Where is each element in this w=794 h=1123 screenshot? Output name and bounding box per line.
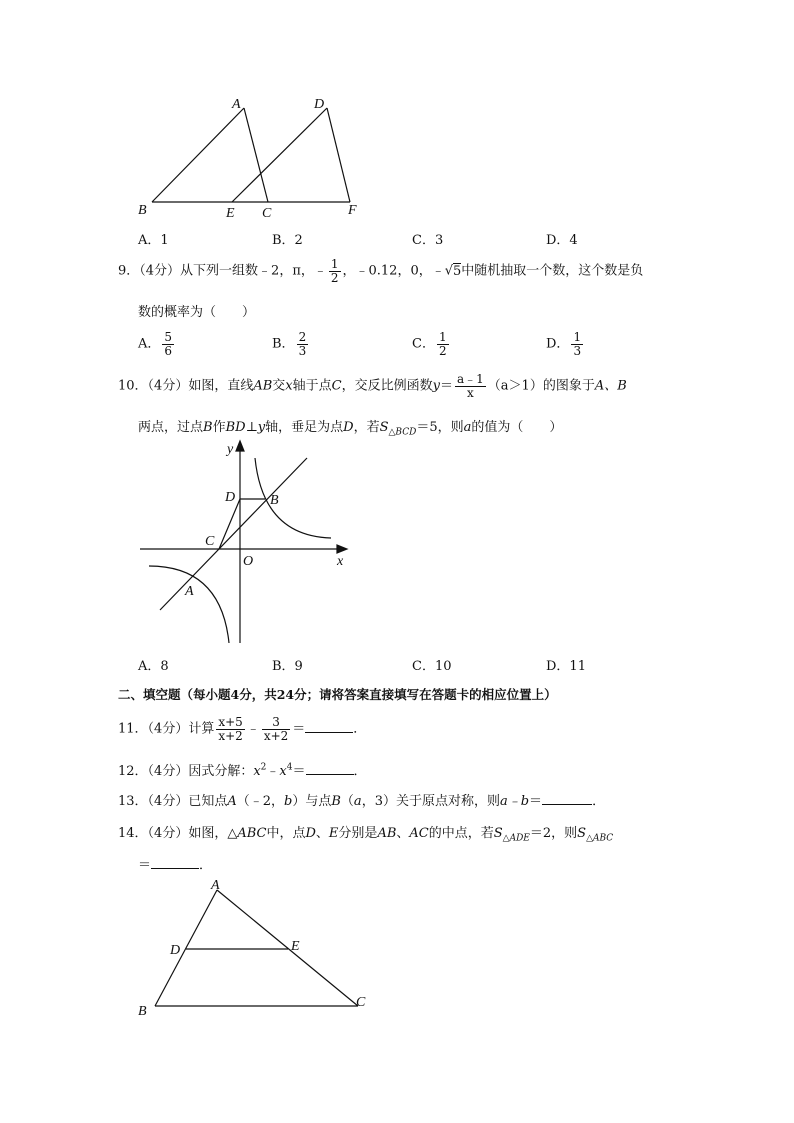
q10-p2: 交: [272, 378, 286, 394]
q13-p4: ，3）关于原点对称，则: [361, 794, 500, 809]
q14-line2-eq: ＝: [138, 858, 152, 873]
segment-ac: [217, 890, 358, 1006]
q11-frac-1: [216, 716, 244, 742]
q14-s-sub1: △ADE: [502, 833, 530, 844]
q9-option-d-frac: [571, 331, 583, 357]
q11-suffix: ＝: [292, 721, 306, 737]
q10-option-a[interactable]: A．8: [138, 659, 169, 674]
q10-c: C: [331, 378, 342, 394]
q14-p6: ＝2，则: [529, 826, 578, 841]
segment-ab: [152, 108, 244, 202]
q8-option-b[interactable]: B．2: [272, 233, 303, 248]
q14-p4: 、: [396, 826, 410, 841]
q14-s-sub2: △ABC: [586, 833, 614, 844]
q13-p1: （﹣2，: [236, 794, 284, 809]
q14-s2: S: [577, 826, 587, 841]
q11-f2-num: 3: [262, 716, 290, 730]
q11-stem: [118, 716, 366, 742]
q9-stem: [118, 258, 643, 284]
segment-df: [327, 108, 350, 202]
q14-answer-blank[interactable]: [151, 856, 199, 869]
line-ab: [160, 458, 307, 610]
q10-ab: AB: [253, 378, 273, 394]
q10-cond: （a＞1）的图象于: [487, 378, 595, 394]
q12-stem: [118, 760, 367, 779]
q9-option-c-frac: [437, 331, 449, 357]
q11-minus: ﹣: [246, 721, 260, 737]
q10-line2e: ＝5，则: [416, 420, 464, 435]
q9-option-d-den: 3: [573, 343, 582, 358]
q14-p5: 的中点，若: [428, 826, 494, 841]
axis-label-x: x: [337, 554, 344, 569]
q13-stem: [118, 790, 605, 809]
q11-end: ．: [353, 721, 367, 737]
x-axis-arrow-icon: [337, 545, 347, 553]
point-label-c: C: [205, 534, 215, 549]
q10-stem: [118, 373, 627, 399]
q12-e2: 4: [286, 762, 293, 773]
q8-option-c[interactable]: C．3: [412, 233, 444, 248]
q9-prefix: 9．（4分）从下列一组数﹣2，π，﹣: [118, 263, 327, 279]
q9-option-b[interactable]: [272, 331, 310, 357]
q10-bd: BD⊥y: [225, 420, 266, 435]
q10-s: S: [379, 420, 389, 435]
q14-figure: [130, 875, 380, 1025]
q9-option-a-label: A．: [138, 336, 161, 352]
q14-ac: AC: [409, 826, 429, 841]
segment-ed: [232, 108, 327, 202]
origin-label-o: O: [243, 554, 254, 569]
q10-p4: ，交反比例函数: [341, 378, 433, 394]
q11-prefix: 11．（4分）计算: [118, 721, 215, 737]
q9-fraction: [329, 258, 341, 284]
q9-option-d-num: 1: [573, 330, 582, 344]
q10-line2c: 轴，垂足为点: [265, 420, 344, 435]
q13-answer-blank[interactable]: [542, 792, 592, 805]
q13-p3: （: [340, 794, 354, 809]
q10-prefix: 10．（4分）如图，直线: [118, 378, 254, 394]
point-label-a: A: [232, 97, 241, 112]
q10-line2d: ，若: [353, 420, 380, 435]
q10-eq: ＝: [439, 378, 453, 394]
q10-line2a: 两点，过点: [138, 420, 204, 435]
q11-frac-2: [262, 716, 290, 742]
q10-option-d[interactable]: D．11: [546, 659, 586, 674]
q9-option-a-den: 6: [164, 343, 173, 358]
segment-cd: [219, 499, 240, 549]
q9-line2: 数的概率为（ ）: [138, 305, 256, 320]
q11-answer-blank[interactable]: [305, 720, 353, 733]
q10-figure: [135, 438, 355, 648]
q11-f1-num: x+5: [218, 715, 243, 729]
point-label-e: E: [226, 206, 235, 220]
point-label-d: D: [314, 97, 325, 112]
q9-sqrt-value: 5: [453, 263, 462, 279]
point-label-e: E: [291, 939, 300, 954]
q8-option-d[interactable]: D．4: [546, 233, 578, 248]
q14-ab: AB: [377, 826, 397, 841]
q10-a: a: [463, 420, 472, 435]
q12-suffix: ＝: [292, 764, 306, 779]
q14-p2: 、: [315, 826, 329, 841]
q14-prefix: 14．（4分）如图，△: [118, 826, 238, 841]
q13-b-var: b: [284, 794, 293, 809]
point-label-b: B: [138, 203, 147, 218]
point-label-a: A: [211, 878, 220, 893]
point-label-b: B: [270, 493, 279, 508]
hyperbola-branch-2: [149, 566, 229, 643]
q12-answer-blank[interactable]: [306, 762, 354, 775]
q9-suffix: 中随机抽取一个数，这个数是负: [461, 263, 644, 279]
q10-b: B: [203, 420, 213, 435]
point-label-a: A: [185, 584, 194, 599]
q9-frac-den: 2: [330, 270, 339, 285]
q14-s: S: [493, 826, 503, 841]
q14-p3: 分别是: [338, 826, 378, 841]
y-axis-arrow-icon: [236, 441, 244, 451]
q9-option-a-num: 5: [164, 330, 173, 344]
sqrt-icon: √: [444, 263, 454, 279]
q13-a: A: [227, 794, 237, 809]
q10-d: D: [343, 420, 354, 435]
q10-option-c[interactable]: C．10: [412, 659, 452, 674]
segment-ab: [155, 890, 217, 1006]
q9-option-a-frac: [162, 331, 174, 357]
q12-e1: 2: [260, 762, 267, 773]
q9-option-a[interactable]: [138, 331, 176, 357]
q13-end: ．: [592, 794, 606, 809]
q12-minus: ﹣: [266, 764, 280, 779]
point-label-c: C: [356, 995, 366, 1010]
q9-option-c-label: C．: [412, 336, 435, 352]
q9-option-d[interactable]: [546, 331, 585, 357]
q9-option-d-label: D．: [546, 336, 570, 352]
q13-suffix: ＝: [529, 794, 543, 809]
q9-option-b-label: B．: [272, 336, 295, 352]
q14-stem: [118, 822, 613, 844]
q10-line2f: 的值为（ ）: [471, 420, 563, 435]
q14-e: E: [328, 826, 339, 841]
q11-f1-den: x+2: [218, 728, 243, 743]
axis-label-y: y: [227, 442, 234, 457]
q9-middle: ，﹣0.12，0，﹣: [342, 263, 445, 279]
q14-d: D: [305, 826, 316, 841]
q10-frac-den: x: [467, 385, 474, 400]
q9-option-c-num: 1: [438, 330, 447, 344]
q10-frac-num: a﹣1: [457, 372, 484, 386]
q9-option-b-frac: [297, 331, 309, 357]
q14-line2: [138, 854, 212, 873]
q13-a-var: a: [353, 794, 362, 809]
point-label-f: F: [348, 203, 357, 218]
q10-s-sub: △BCD: [388, 427, 417, 438]
q10-y: y: [432, 378, 440, 394]
q9-option-c-den: 2: [438, 343, 447, 358]
q8-figure: [130, 90, 370, 220]
q9-option-b-num: 2: [298, 330, 307, 344]
q10-ab2: A、B: [594, 378, 627, 394]
q13-prefix: 13．（4分）已知点: [118, 794, 228, 809]
q12-x2: x: [279, 764, 287, 779]
q14-abc: ABC: [237, 826, 267, 841]
q10-line2: [138, 416, 562, 438]
q11-f2-den: x+2: [263, 728, 289, 743]
q12-end: ．: [353, 764, 367, 779]
segment-ac: [244, 108, 268, 202]
point-label-d: D: [225, 490, 236, 505]
point-label-d: D: [170, 943, 181, 958]
q10-fraction: [455, 373, 486, 399]
q10-option-b[interactable]: B．9: [272, 659, 303, 674]
q13-p2: ）与点: [292, 794, 332, 809]
q9-frac-num: 1: [330, 257, 339, 271]
q10-line2b: 作: [212, 420, 226, 435]
point-label-b: B: [138, 1004, 147, 1019]
point-label-c: C: [262, 206, 272, 220]
q14-p1: 中，点: [266, 826, 306, 841]
q13-amb: a﹣b: [499, 794, 530, 809]
q10-x: x: [285, 378, 293, 394]
q12-x1: x: [253, 764, 261, 779]
q14-end: ．: [199, 858, 213, 873]
hyperbola-branch-1: [255, 458, 331, 538]
q10-p3: 轴于点: [292, 378, 332, 394]
q8-option-a[interactable]: A．1: [138, 233, 169, 248]
q13-b: B: [331, 794, 341, 809]
q9-option-b-den: 3: [298, 343, 307, 358]
q12-prefix: 12．（4分）因式分解：: [118, 764, 254, 779]
section-title: 二、填空题（每小题4分，共24分；请将答案直接填写在答题卡的相应位置上）: [118, 687, 557, 702]
q9-option-c[interactable]: [412, 331, 451, 357]
